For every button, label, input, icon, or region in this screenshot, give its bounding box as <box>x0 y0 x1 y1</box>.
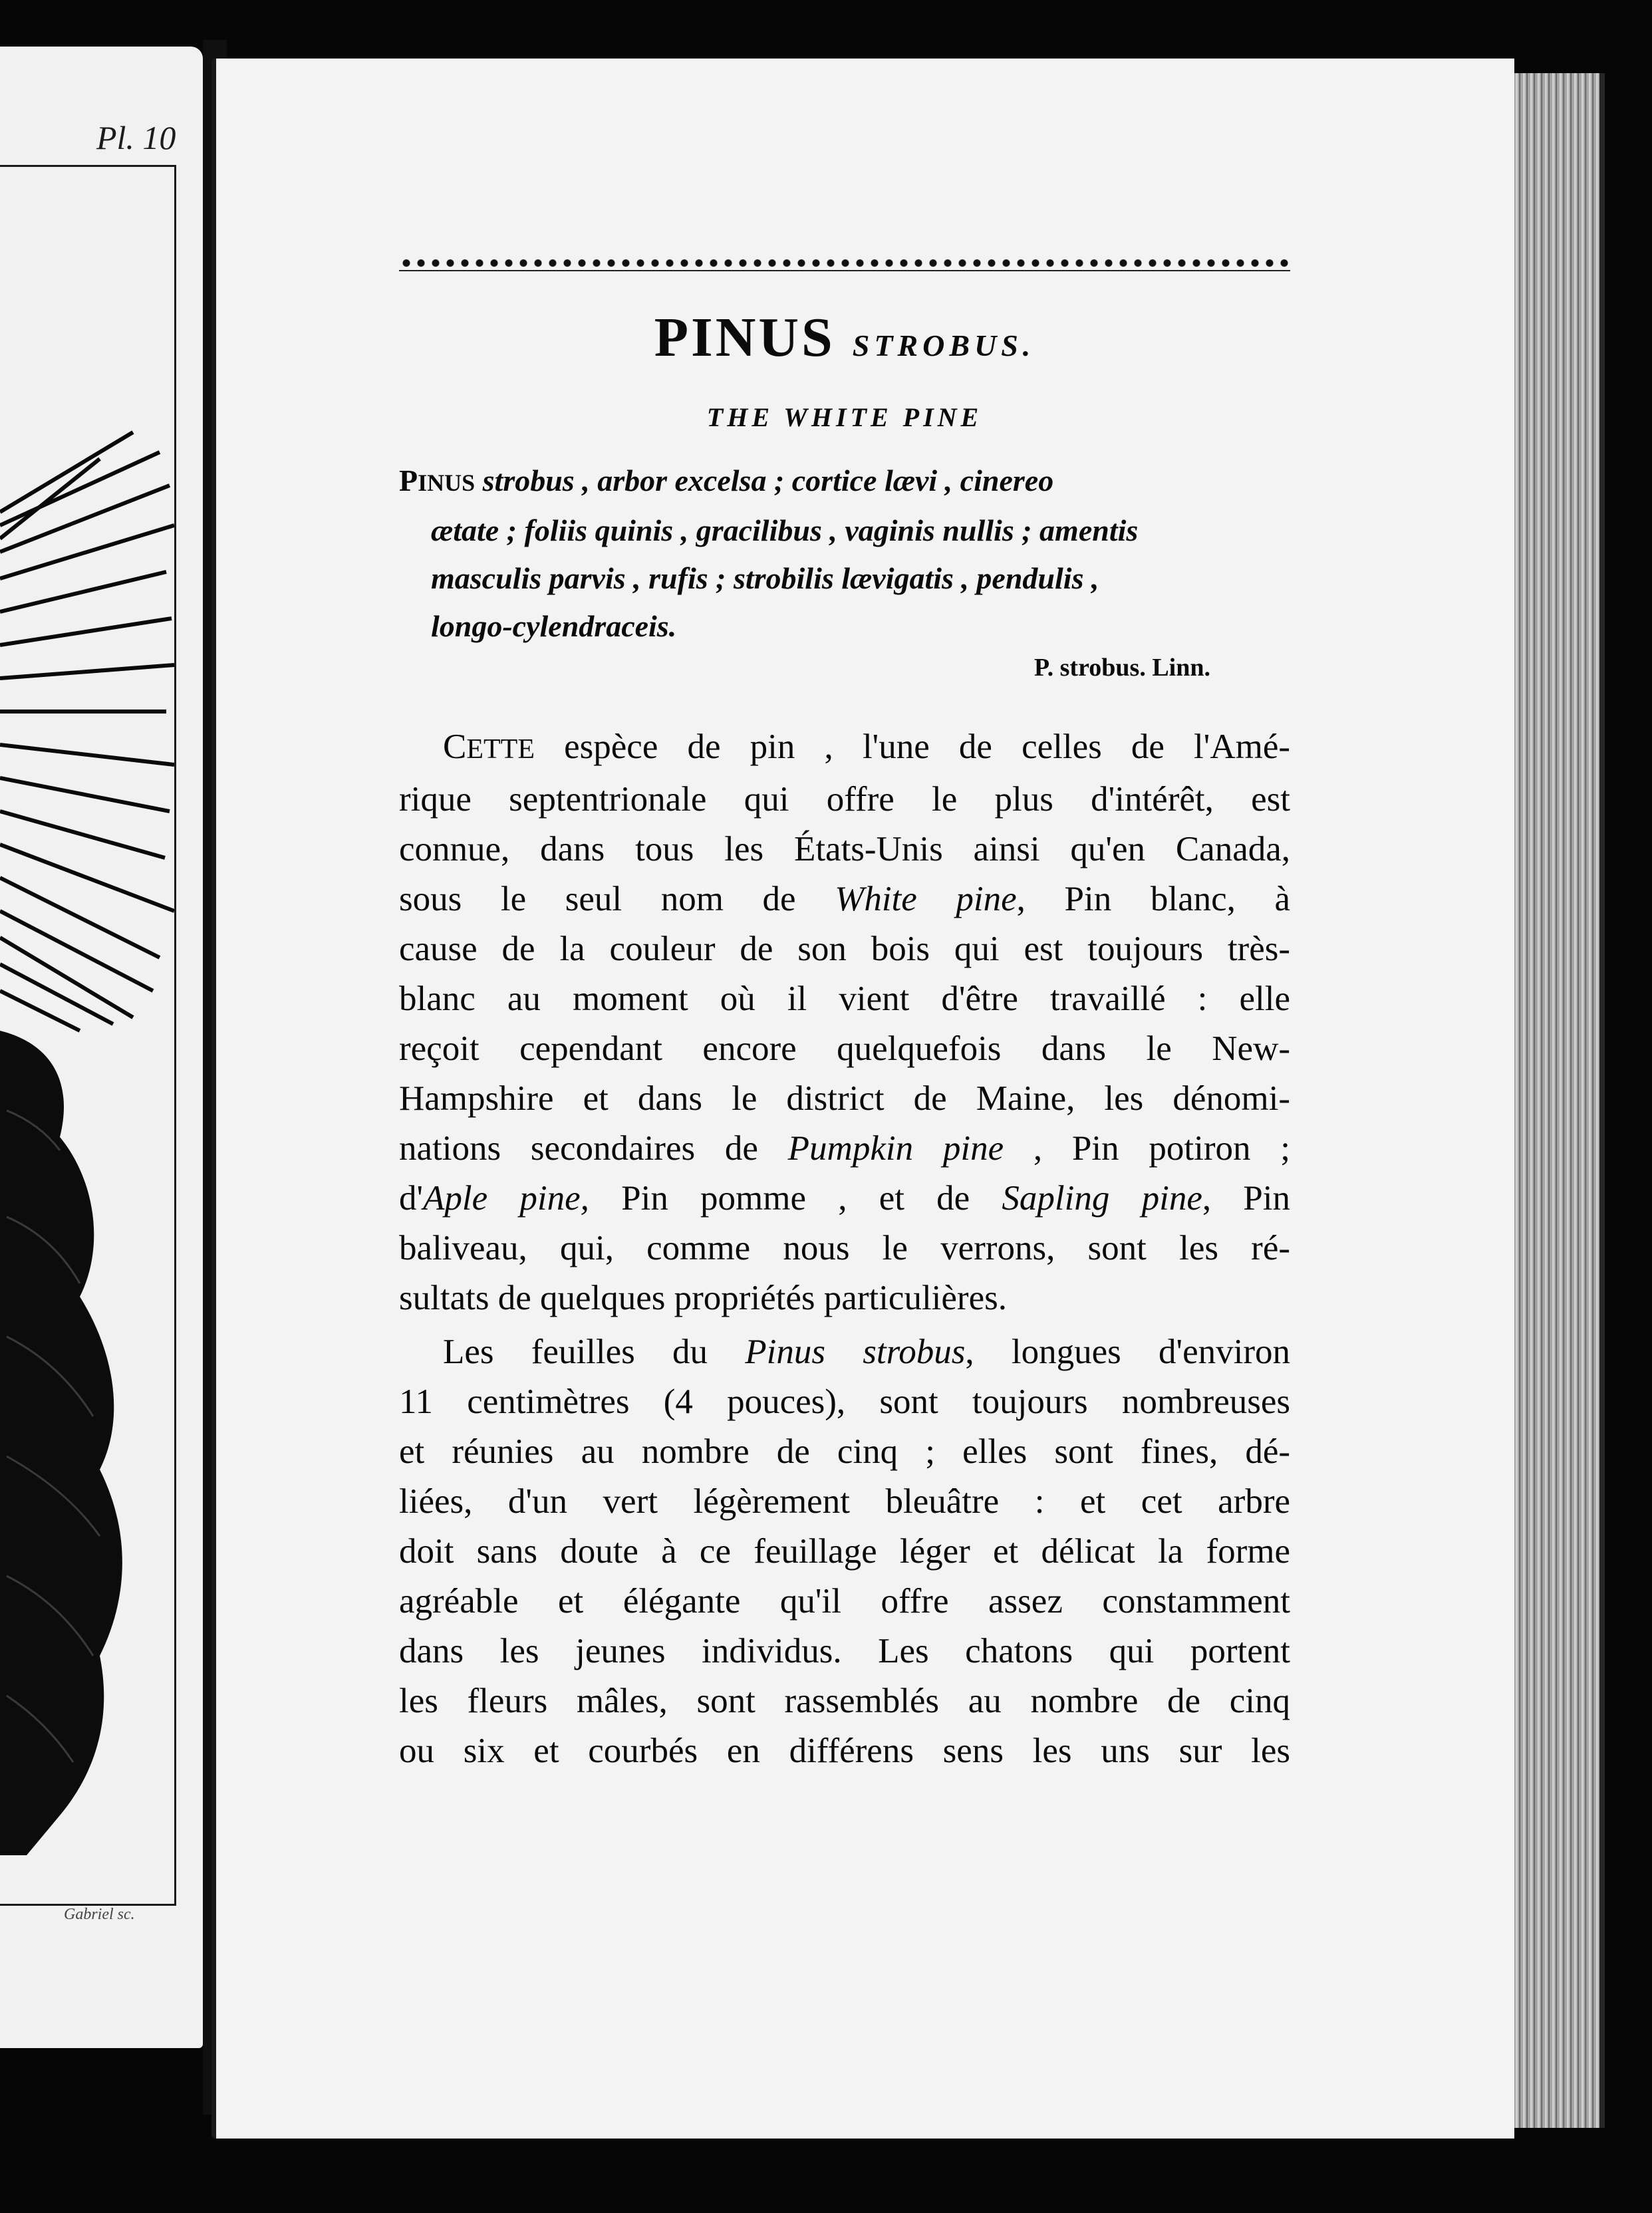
paragraph-line: sultats de quelques propriétés particulières. <box>399 1279 1007 1317</box>
paragraph-line: les fleurs mâles, sont rassemblés au nombre de cinq <box>399 1682 1290 1720</box>
latin-diagnosis <box>399 457 1290 650</box>
paragraph-line: 11 centimètres (4 pouces), sont toujours nombreuses <box>399 1382 1290 1421</box>
paragraph-line: agréable et élégante qu'il offre assez constamment <box>399 1582 1290 1621</box>
common-name-subtitle: THE WHITE PINE <box>706 402 983 432</box>
italic-term: Pinus strobus <box>745 1333 966 1371</box>
italic-term: Aple pine, <box>423 1179 589 1218</box>
paragraph-line: baliveau, qui, comme nous le verrons, sont les ré- <box>399 1229 1290 1267</box>
paragraph-line: cause de la couleur de son bois qui est toujours très- <box>399 930 1290 968</box>
italic-term: Sapling pine <box>1002 1179 1202 1218</box>
paragraph-line: d'Aple pine, Pin pomme , et de Sapling pine, Pin <box>399 1179 1291 1218</box>
diagnosis-line: longo-cylendraceis. <box>431 609 677 643</box>
paragraph-line: CETTE espèce de pin , l'une de celles de l'Amé- <box>443 727 1290 766</box>
page-edges <box>1500 73 1605 2128</box>
plate-frame-border <box>0 165 176 1906</box>
page-content <box>399 253 1290 1776</box>
paragraph-line: doit sans doute à ce feuillage léger et délicat la forme <box>399 1532 1290 1571</box>
left-page-plate <box>0 47 203 2048</box>
plate-number: Pl. 10 <box>96 119 176 156</box>
paragraph-line: connue, dans tous les États-Unis ainsi qu'en Canada, <box>399 830 1290 868</box>
diagnosis-line: masculis parvis , rufis ; strobilis lævigatis , pendulis , <box>431 561 1099 595</box>
paragraph-line: reçoit cependant encore quelquefois dans le New- <box>399 1029 1290 1068</box>
paragraph-line: et réunies au nombre de cinq ; elles sont fines, dé- <box>399 1432 1290 1471</box>
engraver-credit: Gabriel sc. <box>64 1906 135 1923</box>
linnaean-synonym: P. strobus. Linn. <box>1033 654 1210 682</box>
paragraph-line: ou six et courbés en différens sens les uns sur les <box>399 1732 1290 1770</box>
italic-term: Pumpkin pine <box>787 1129 1004 1168</box>
paragraph-line: liées, d'un vert légèrement bleuâtre : et cet arbre <box>399 1482 1290 1521</box>
paragraph-line: sous le seul nom de White pine, Pin blanc, à <box>399 880 1291 918</box>
paragraph-line: Hampshire et dans le district de Maine, les dénomi- <box>399 1079 1290 1118</box>
paragraph-line: blanc au moment où il vient d'être travaillé : elle <box>399 979 1290 1018</box>
paragraph-line: rique septentrionale qui offre le plus d'intérêt, est <box>399 780 1290 819</box>
ornamental-rule <box>399 253 1290 271</box>
diagnosis-line: ætate ; foliis quinis , gracilibus , vaginis nullis ; amentis <box>431 513 1139 547</box>
body-text <box>399 722 1290 1776</box>
italic-term: White pine <box>835 880 1017 918</box>
paragraph-line: Les feuilles du Pinus strobus, longues d'environ <box>443 1333 1290 1371</box>
diagnosis-genus: PINUS <box>399 463 476 497</box>
title-genus: PINUS <box>654 307 835 368</box>
page-title <box>399 307 1290 368</box>
diagnosis-line: PINUS strobus , arbor excelsa ; cortice lævi , cinereo <box>399 463 1054 497</box>
paragraph-line: nations secondaires de Pumpkin pine , Pin potiron ; <box>399 1129 1290 1168</box>
title-species: STROBUS. <box>852 328 1035 362</box>
paragraph-line: dans les jeunes individus. Les chatons qui portent <box>399 1632 1290 1670</box>
